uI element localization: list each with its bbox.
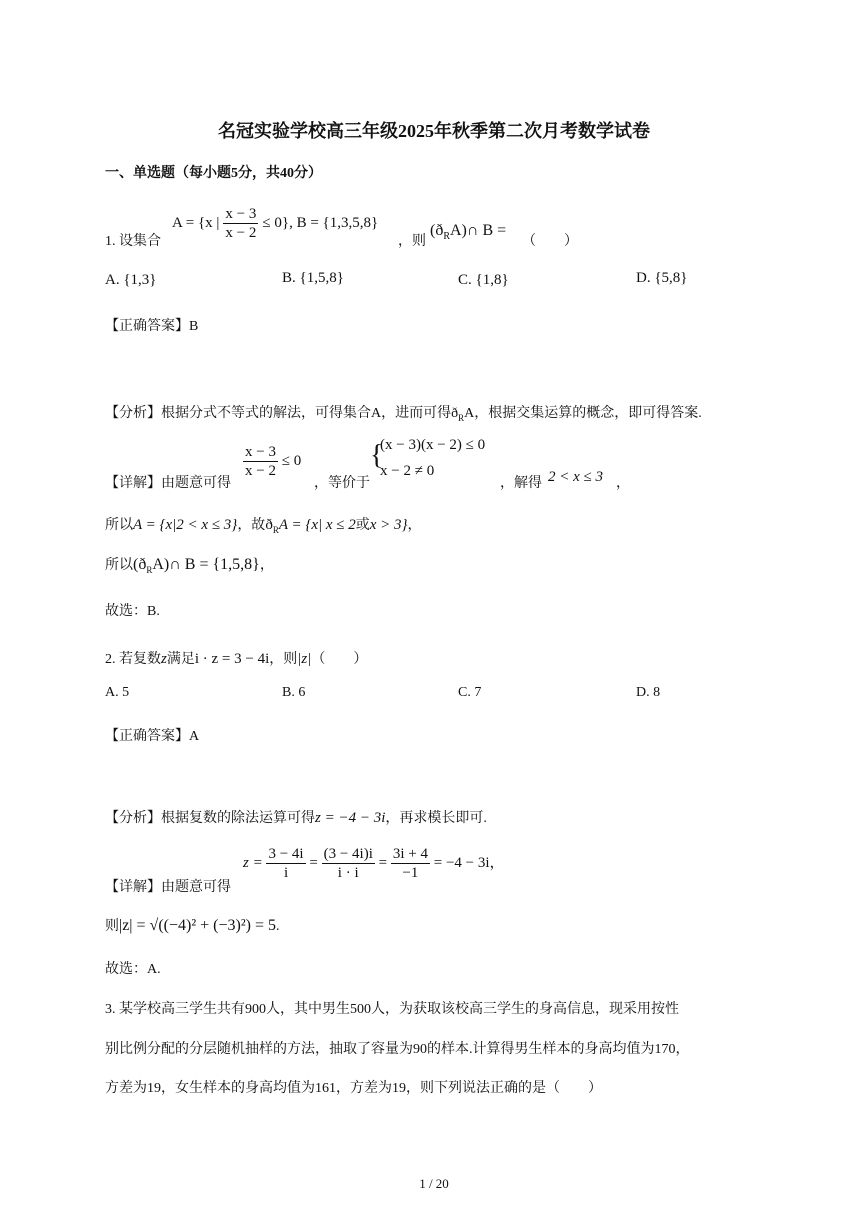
page-title: 名冠实验学校高三年级2025年秋季第二次月考数学试卷 xyxy=(218,121,650,141)
option-b: B. {1,5,8} xyxy=(282,270,344,286)
detail-equivalent: ，等价于 xyxy=(314,476,370,491)
option-a: A. 5 xyxy=(105,685,130,700)
detail-fraction: $\frac{x - 3}{x - 2}$ ≤ 0 xyxy=(245,444,302,479)
detail-range: 2 < x ≤ 3 xyxy=(548,469,604,485)
detail-lead: 【详解】由题意可得 xyxy=(105,880,231,895)
fraction: $\frac{x - 3}{x - 2}$ xyxy=(225,206,257,241)
choose-line: 故选：A. xyxy=(105,962,161,977)
brace-icon: { xyxy=(370,440,384,471)
detail-solve: ，解得 xyxy=(500,476,542,491)
section-heading: 一、单选题（每小题5分，共40分） xyxy=(105,166,322,181)
detail-lead: 【详解】由题意可得 xyxy=(105,476,231,491)
option-d: D. {5,8} xyxy=(636,270,688,286)
system-line-1: (x − 3)(x − 2) ≤ 0 xyxy=(380,437,486,453)
question-3-line-3: 方差为19，女生样本的身高均值为161，方差为19，则下列说法正确的是（ ） xyxy=(105,1081,602,1096)
analysis: 【分析】根据分式不等式的解法，可得集合A，进而可得$ð_RA$，根据交集运算的概念，即可得答案. xyxy=(105,406,702,423)
option-b: B. 6 xyxy=(282,685,306,700)
question-1-lead: 1. 设集合 xyxy=(105,234,161,249)
choose-line: 故选：B. xyxy=(105,604,160,619)
question-3-line-2: 别比例分配的分层随机抽样的方法，抽取了容量为90的样本.计算得男生样本的身高均值为170， xyxy=(105,1042,690,1057)
option-c: C. {1,8} xyxy=(458,272,509,288)
modulus-line: 则|z| = √((−4)² + (−3)²) = 5. xyxy=(105,917,280,934)
option-a: A. {1,3} xyxy=(105,272,157,288)
question-1-expression: $(ð_RA)\cap$ B = xyxy=(430,222,507,243)
question-2-stem: 2. 若复数z满足i · z = 3 − 4i，则|z|（ ） xyxy=(105,651,368,667)
system-line-2: x − 2 ≠ 0 xyxy=(380,463,435,479)
analysis: 【分析】根据复数的除法运算可得z = −4 − 3i，再求模长即可. xyxy=(105,810,487,826)
detail-line-2: 所以A = {x|2 < x ≤ 3}，故$ð_RA = \{x|$ x ≤ 2或x > 3}， xyxy=(105,517,422,535)
option-d: D. 8 xyxy=(636,685,661,700)
question-1-then: ，则 xyxy=(398,234,426,249)
question-3-line-1: 3. 某学校高三学生共有900人，其中男生500人，为获取该校高三学生的身高信息，现采用按性 xyxy=(105,1002,679,1017)
answer-key: 【正确答案】B xyxy=(105,319,199,334)
comma: ， xyxy=(616,476,630,491)
answer-key: 【正确答案】A xyxy=(105,729,200,744)
detail-equation: z = $\frac{3 - 4i}{i}$ = $\frac{(3 - 4i)i}{i \cdot i}$ = $\frac{3i + 4}{-1}$ = −4 − 3i， xyxy=(243,846,505,881)
detail-line-3: 所以$(ð_RA)\cap$ B = {1,5,8}， xyxy=(105,556,274,575)
answer-blank: （ ） xyxy=(522,234,578,249)
page-number: 1 / 20 xyxy=(419,1176,449,1191)
option-c: C. 7 xyxy=(458,685,482,700)
question-1-set-definition: A = {x | $\frac{x - 3}{x - 2}$ ≤ 0}, B = {1,3,5,8} xyxy=(172,206,379,241)
